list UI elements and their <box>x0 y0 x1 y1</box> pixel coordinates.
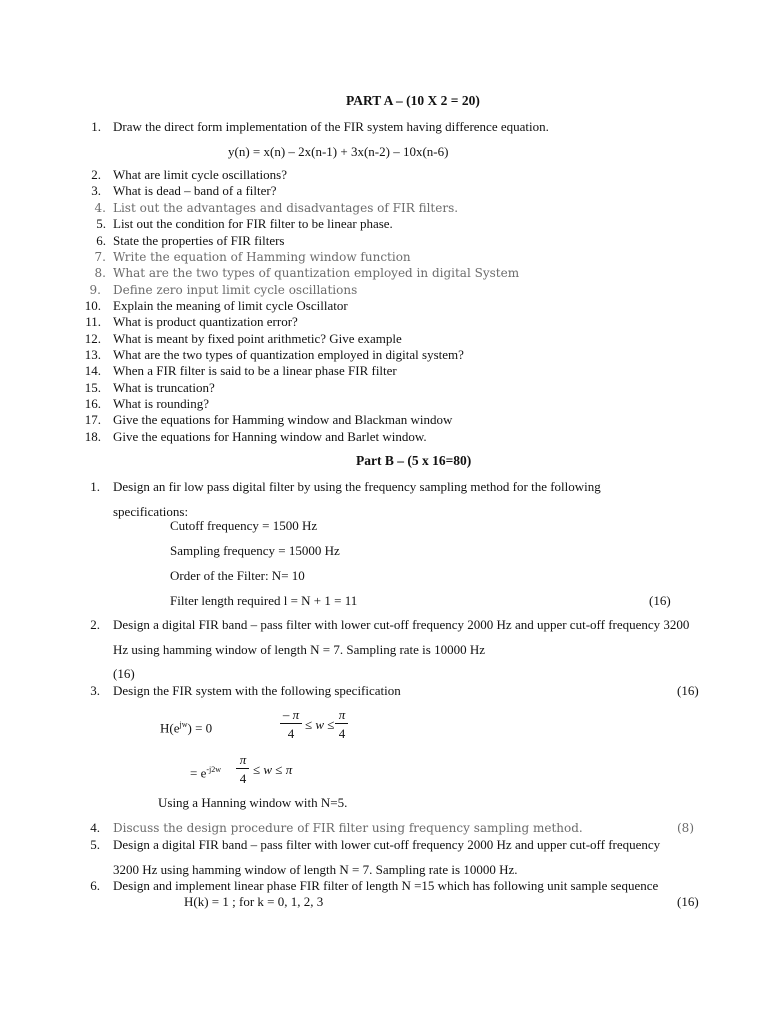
question-text: List out the condition for FIR filter to be linear phase. <box>113 216 393 231</box>
marks: (16) <box>113 666 135 681</box>
question-number: 5. <box>90 837 100 852</box>
spec-line: Filter length required l = N + 1 = 11 <box>170 593 358 608</box>
question-text: Design the FIR system with the following specification <box>113 683 401 698</box>
question-number: 6. <box>96 233 106 248</box>
question-text: Design an fir low pass digital filter by using the frequency sampling method for the following <box>113 479 601 494</box>
marks: (16) <box>649 593 671 608</box>
question-number: 4. <box>94 201 106 215</box>
question-text: When a FIR filter is said to be a linear phase FIR filter <box>113 363 397 378</box>
question-number: 13. <box>84 347 101 362</box>
question-text: 3200 Hz using hamming window of length N = 7. Sampling rate is 10000 Hz. <box>113 862 518 877</box>
fraction-numerator: – π <box>282 707 300 722</box>
spec-line: Sampling frequency = 15000 Hz <box>170 543 340 558</box>
question-number: 14. <box>84 363 101 378</box>
question-number: 5. <box>96 216 106 231</box>
inequality: ≤ w ≤ <box>305 717 335 732</box>
inequality: ≤ w ≤ π <box>253 762 293 777</box>
fraction-denominator: 4 <box>239 771 247 786</box>
fraction-denominator: 4 <box>338 726 346 741</box>
fraction-bar <box>280 723 302 724</box>
question-number: 2. <box>90 617 100 632</box>
question-text: What are limit cycle oscillations? <box>113 167 287 182</box>
question-number: 17. <box>84 412 101 427</box>
question-text: What is dead – band of a filter? <box>113 183 277 198</box>
question-text: Design a digital FIR band – pass filter with lower cut-off frequency 2000 Hz and upper cut-off frequency <box>113 837 661 852</box>
spec-line: Order of the Filter: N= 10 <box>170 568 305 583</box>
fraction-numerator: π <box>239 752 247 767</box>
question-text: specifications: <box>113 504 189 519</box>
equation-line: = $e^{-j2w}$ <box>190 765 222 781</box>
question-number: 10. <box>84 298 101 313</box>
question-number: 1. <box>91 119 101 134</box>
question-number: 4. <box>90 820 100 835</box>
question-text: Hz using hamming window of length N = 7. Sampling rate is 10000 Hz <box>113 642 486 657</box>
question-text: Draw the direct form implementation of the FIR system having difference equation. <box>113 119 549 134</box>
question-text: Design a digital FIR band – pass filter with lower cut-off frequency 2000 Hz and upper cut-off frequency 3200 <box>113 617 690 632</box>
difference-equation: y(n) = x(n) – 2x(n-1) + 3x(n-2) – 10x(n-6) <box>228 144 449 159</box>
question-text: List out the advantages and disadvantages of FIR filters. <box>113 201 459 215</box>
question-text: What are the two types of quantization employed in digital System <box>113 266 520 280</box>
question-text: Give the equations for Hamming window and Blackman window <box>113 412 453 427</box>
question-text: What is product quantization error? <box>113 314 298 329</box>
question-number: 11. <box>85 314 101 329</box>
question-number: 9. <box>89 283 101 297</box>
question-text: H(k) = 1 ; for k = 0, 1, 2, 3 <box>184 894 324 909</box>
question-text: What is meant by fixed point arithmetic? Give example <box>113 331 402 346</box>
question-text: What is rounding? <box>113 396 210 411</box>
marks: (16) <box>677 683 699 698</box>
marks: (16) <box>677 894 699 909</box>
question-number: 1. <box>90 479 100 494</box>
question-text: Using a Hanning window with N=5. <box>158 795 348 810</box>
part-a-title: PART A – (10 X 2 = 20) <box>346 93 480 108</box>
fraction-denominator: 4 <box>287 726 295 741</box>
question-number: 2. <box>91 167 101 182</box>
marks: (8) <box>677 821 694 835</box>
question-number: 3. <box>91 183 101 198</box>
question-number: 16. <box>84 396 101 411</box>
fraction-numerator: π <box>338 707 346 722</box>
part-b-title: Part B – (5 x 16=80) <box>356 453 472 468</box>
question-number: 3. <box>90 683 100 698</box>
transfer-function: $H(e^{jw}) = 0$ <box>160 720 213 736</box>
question-text: Write the equation of Hamming window function <box>113 250 411 264</box>
question-text: Explain the meaning of limit cycle Oscillator <box>113 298 348 313</box>
question-text: Design and implement linear phase FIR filter of length N =15 which has following unit sample sequence <box>113 878 659 893</box>
question-text: Discuss the design procedure of FIR filter using frequency sampling method. <box>113 821 583 835</box>
question-text: What is truncation? <box>113 380 215 395</box>
question-number: 8. <box>94 266 106 280</box>
question-number: 15. <box>84 380 101 395</box>
question-number: 6. <box>90 878 100 893</box>
fraction-bar <box>236 768 249 769</box>
fraction-bar <box>335 723 348 724</box>
question-text: Give the equations for Hanning window and Barlet window. <box>113 429 427 444</box>
question-text: Define zero input limit cycle oscillations <box>113 283 358 297</box>
question-text: What are the two types of quantization employed in digital system? <box>113 347 464 362</box>
question-text: State the properties of FIR filters <box>113 233 285 248</box>
question-number: 7. <box>94 250 106 264</box>
spec-line: Cutoff frequency = 1500 Hz <box>170 518 318 533</box>
question-number: 18. <box>84 429 101 444</box>
question-number: 12. <box>84 331 101 346</box>
